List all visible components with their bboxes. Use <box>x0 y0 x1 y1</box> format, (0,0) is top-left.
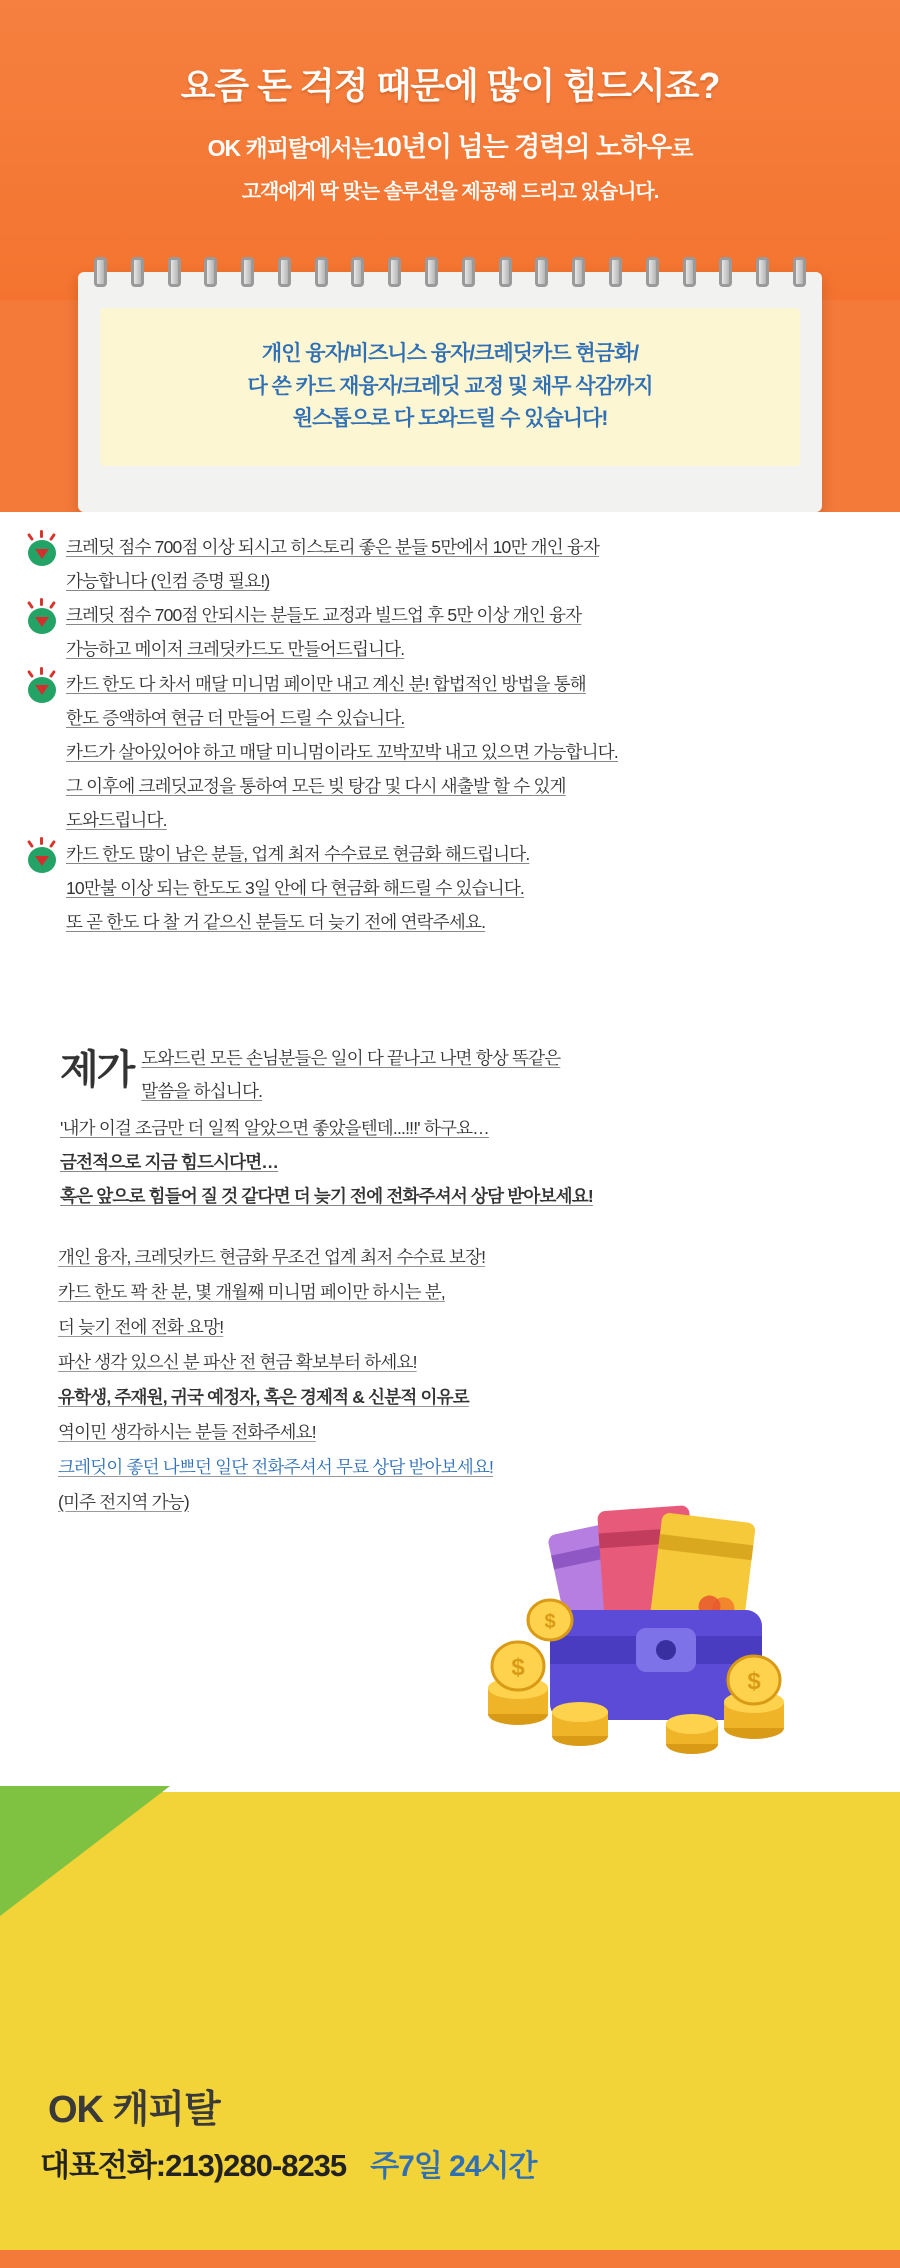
headline-secondary-emphasis: 10년이 넘는 경력의 노하우 <box>372 132 672 162</box>
down-arrow-marker-icon <box>26 843 58 873</box>
testimonial-big-word: 제가 <box>60 1048 134 1092</box>
cta-line: 유학생, 주재원, 귀국 예정자, 혹은 경제적 & 신분적 이유로 <box>58 1387 469 1407</box>
testimonial-body <box>60 1111 870 1213</box>
benefit-line <box>22 803 882 837</box>
wallet-and-coins-illustration <box>440 1500 860 1800</box>
benefit-line <box>22 769 882 803</box>
cta-line: 카드 한도 꽉 찬 분, 몇 개월째 미니멈 페이만 하시는 분, <box>58 1282 445 1302</box>
footer-strip <box>0 2250 900 2268</box>
benefit-text: 가능합니다 (인컴 증명 필요!) <box>66 571 270 592</box>
spiral-ring-icon <box>94 257 107 287</box>
spiral-ring-icon <box>683 257 696 287</box>
benefit-text: 도와드립니다. <box>66 810 167 830</box>
down-arrow-marker-icon <box>26 536 58 566</box>
benefit-line <box>22 701 882 735</box>
testimonial-line: 금전적으로 지금 힘드시다면… <box>60 1151 279 1172</box>
header-text-group <box>0 58 900 204</box>
spiral-ring-icon <box>315 257 328 287</box>
contact-row <box>40 2140 536 2185</box>
svg-text:$: $ <box>544 1611 556 1633</box>
headline-tertiary: 고객에게 딱 맞는 솔루션을 제공해 드리고 있습니다. <box>241 181 659 203</box>
cta-line: 파산 생각 있으신 분 파산 전 현금 확보부터 하세요! <box>58 1352 417 1372</box>
spiral-ring-icon <box>462 257 475 287</box>
benefit-text: 크레딧 점수 700점 이상 되시고 히스토리 좋은 분들 5만에서 10만 개인 융자 <box>66 537 600 557</box>
spiral-ring-icon <box>572 257 585 287</box>
spiral-ring-icon <box>278 257 291 287</box>
call-to-action-list <box>58 1240 878 1520</box>
cta-line: 역이민 생각하시는 분들 전화주세요! <box>58 1422 316 1442</box>
benefit-text: 카드 한도 많이 남은 분들, 업계 최저 수수료로 현금화 해드립니다. <box>66 844 530 865</box>
down-arrow-marker-icon <box>26 673 58 703</box>
benefit-line <box>22 735 882 769</box>
benefit-line <box>22 837 882 871</box>
spiral-ring-icon <box>756 257 769 287</box>
down-arrow-marker-icon <box>26 604 58 634</box>
notepad-body <box>100 308 800 466</box>
headline-primary: 요즘 돈 걱정 때문에 많이 힘드시죠? <box>180 65 720 106</box>
benefit-line <box>22 598 882 632</box>
spiral-ring-icon <box>609 257 622 287</box>
benefit-line <box>22 564 882 598</box>
notepad-line: 원스톱으로 다 도와드릴 수 있습니다! <box>292 407 608 431</box>
benefit-text: 가능하고 메이저 크레딧카드도 만들어드립니다. <box>66 639 405 660</box>
testimonial-intro-line: 말씀을 하십니다. <box>141 1081 263 1102</box>
cta-line-highlight: 크레딧이 좋던 나쁘던 일단 전화주셔서 무료 상담 받아보세요! <box>58 1457 494 1477</box>
notepad-card <box>78 272 822 512</box>
spiral-ring-icon <box>535 257 548 287</box>
green-accent-shape <box>0 1786 170 1916</box>
cta-line: 개인 융자, 크레딧카드 현금화 무조건 업계 최저 수수료 보장! <box>58 1247 486 1267</box>
headline-secondary-post: 로 <box>671 135 693 161</box>
benefit-line <box>22 667 882 701</box>
headline-secondary <box>0 125 900 164</box>
spiral-ring-icon <box>388 257 401 287</box>
business-hours: 주7일 24시간 <box>370 2150 537 2183</box>
benefit-text: 카드 한도 다 차서 매달 미니멈 페이만 내고 계신 분! 합법적인 방법을 통해 <box>66 673 586 694</box>
notepad-line: 다 쓴 카드 재융자/크레딧 교정 및 채무 삭감까지 <box>247 374 653 398</box>
benefit-text: 카드가 살아있어야 하고 매달 미니멈이라도 꼬박꼬박 내고 있으면 가능합니다. <box>66 741 618 762</box>
benefit-line <box>22 530 882 564</box>
testimonial-intro <box>141 1042 560 1109</box>
spiral-ring-icon <box>351 257 364 287</box>
notepad-line: 개인 융자/비즈니스 융자/크레딧카드 현금화/ <box>261 342 639 366</box>
spiral-ring-icon <box>168 257 181 287</box>
testimonial-intro-line: 도와드린 모든 손님분들은 일이 다 끝나고 나면 항상 똑같은 <box>141 1048 561 1068</box>
testimonial-headline-row <box>60 1042 870 1109</box>
benefit-line <box>22 632 882 666</box>
testimonial-section <box>60 1042 870 1213</box>
spiral-ring-icon <box>499 257 512 287</box>
svg-text:$: $ <box>747 1668 761 1695</box>
benefits-list <box>22 530 882 940</box>
benefit-text: 그 이후에 크레딧교정을 통하여 모든 빚 탕감 및 다시 새출발 할 수 있게 <box>66 775 566 796</box>
testimonial-line: 혹은 앞으로 힘들어 질 것 같다면 더 늦기 전에 전화주셔서 상담 받아보세요! <box>60 1185 593 1206</box>
benefit-text: 10만불 이상 되는 한도도 3일 안에 다 현금화 해드릴 수 있습니다. <box>66 878 524 899</box>
phone-number[interactable]: 대표전화:213)280-8235 <box>40 2148 347 2183</box>
spiral-ring-icon <box>719 257 732 287</box>
brand-name: OK 캐피탈 <box>48 2089 220 2131</box>
spiral-ring-icon <box>793 257 806 287</box>
benefit-text: 크레딧 점수 700점 안되시는 분들도 교정과 빌드업 후 5만 이상 개인 융자 <box>66 605 582 626</box>
headline-secondary-pre: OK 캐피탈에서는 <box>207 135 373 161</box>
benefit-text: 한도 증액하여 현금 더 만들어 드릴 수 있습니다. <box>66 707 405 728</box>
cta-line: 더 늦기 전에 전화 요망! <box>58 1317 224 1337</box>
spiral-ring-icon <box>131 257 144 287</box>
spiral-ring-icon <box>204 257 217 287</box>
spiral-ring-icon <box>241 257 254 287</box>
benefit-line <box>22 905 882 939</box>
cta-line: (미주 전지역 가능) <box>58 1492 189 1512</box>
spiral-binding <box>94 255 806 289</box>
benefit-line <box>22 871 882 905</box>
svg-text:$: $ <box>511 1654 525 1681</box>
benefit-text: 또 곧 한도 다 찰 거 같으신 분들도 더 늦기 전에 연락주세요. <box>66 912 486 933</box>
testimonial-line: '내가 이걸 조금만 더 일찍 알았으면 좋았을텐데...!!!' 하구요… <box>60 1117 489 1138</box>
spiral-ring-icon <box>425 257 438 287</box>
spiral-ring-icon <box>646 257 659 287</box>
